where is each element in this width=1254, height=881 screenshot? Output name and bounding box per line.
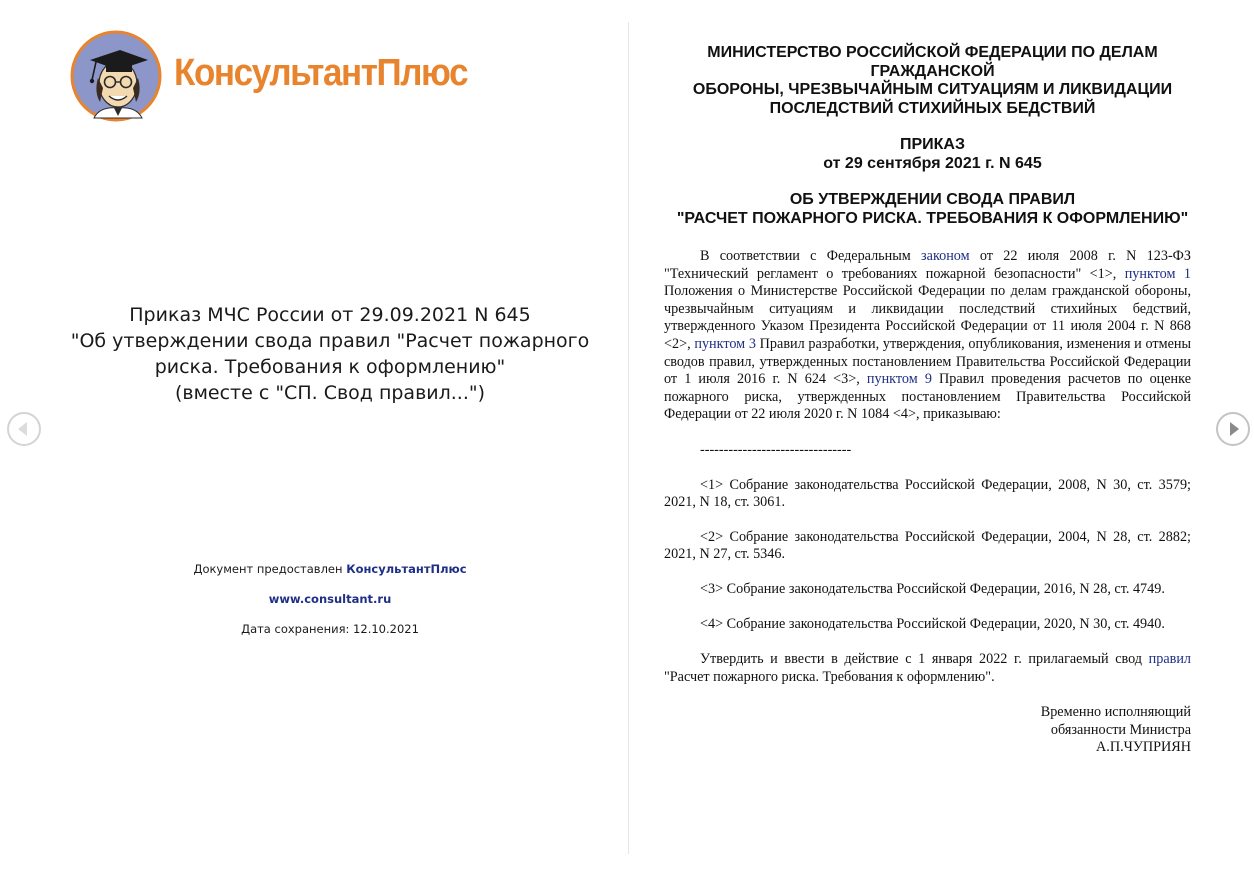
ministry-line: ОБОРОНЫ, ЧРЕЗВЫЧАЙНЫМ СИТУАЦИЯМ И ЛИКВИДАЦИИ — [692, 81, 1173, 98]
clause-9-link[interactable]: пунктом 9 — [866, 371, 932, 388]
consultant-logo — [70, 30, 493, 122]
save-date: Дата сохранения: 12.10.2021 — [241, 622, 419, 636]
signature-block — [664, 704, 1191, 757]
provided-by — [30, 562, 630, 592]
law-link[interactable]: законом — [921, 248, 970, 264]
cover-title-line: Приказ МЧС России от 29.09.2021 N 645 — [129, 304, 531, 326]
preamble-paragraph — [664, 248, 1191, 424]
preamble-text: Правил разработки, утверждения, опубликования, изменения и отмены сводов правил, утвержденных постановлением Правительства Российской Федерации от 1 июля 2016 г. N 624 <3>, — [664, 335, 1191, 388]
cover-title — [40, 302, 620, 406]
provided-by-brand-link[interactable]: КонсультантПлюс — [346, 562, 467, 576]
page-divider — [628, 22, 629, 854]
chevron-left-icon — [18, 422, 27, 436]
cover-title-line: риска. Требования к оформлению" — [154, 356, 506, 378]
footnote-3: <3> Собрание законодательства Российской Федерации, 2016, N 28, ст. 4749. — [700, 580, 1165, 597]
prev-page-button[interactable] — [7, 412, 41, 446]
approve-text: "Расчет пожарного риска. Требования к оформлению". — [664, 668, 995, 685]
ministry-line: ПОСЛЕДСТВИЙ СТИХИЙНЫХ БЕДСТВИЙ — [769, 99, 1096, 117]
order-page — [664, 44, 1191, 757]
order-header — [674, 136, 1191, 173]
approve-text: Утвердить и ввести в действие с 1 января 2022 г. прилагаемый свод — [700, 651, 1149, 668]
clause-3-link[interactable]: пунктом 3 — [694, 335, 756, 352]
preamble-text: Положения о Министерстве Российской Федерации по делам гражданской обороны, чрезвычайным ситуациям и ликвидации последствий стихийных бедствий, утвержденного Указом Президента Российской Федерации от 11 июля 2004 г. N 868 <2>, — [664, 283, 1191, 352]
subject-header — [674, 191, 1191, 228]
preamble-text: Правил проведения расчетов по оценке пожарного риска, утвержденных постановлением Правительства Российской Федерации от 22 июля 2020 г. N 1084 <4>, приказываю: — [664, 371, 1191, 423]
professor-avatar-icon — [70, 30, 162, 122]
clause-1-link[interactable]: пунктом 1 — [1124, 265, 1191, 282]
doc-date: от 29 сентября 2021 г. N 645 — [823, 154, 1042, 172]
signature-line: Временно исполняющий — [1040, 704, 1191, 721]
preamble-text: В соответствии с Федеральным — [700, 248, 922, 264]
next-page-button[interactable] — [1216, 412, 1250, 446]
approve-paragraph — [664, 651, 1191, 686]
ministry-line: МИНИСТЕРСТВО РОССИЙСКОЙ ФЕДЕРАЦИИ ПО ДЕЛАМ — [707, 44, 1158, 61]
subject-line: ОБ УТВЕРЖДЕНИИ СВОДА ПРАВИЛ — [789, 191, 1076, 208]
ministry-header — [674, 44, 1191, 118]
footnote-separator: -------------------------------- — [700, 441, 852, 458]
ministry-line: ГРАЖДАНСКОЙ — [870, 62, 995, 80]
cover-title-line: "Об утверждении свода правил "Расчет пожарного — [70, 330, 590, 352]
provided-by-prefix: Документ предоставлен — [193, 562, 347, 576]
logo-text: КонсультантПлюс — [174, 51, 468, 94]
cover-title-line: (вместе с "СП. Свод правил...") — [174, 382, 486, 404]
footnote-4: <4> Собрание законодательства Российской Федерации, 2020, N 30, ст. 4940. — [700, 615, 1165, 632]
footnote-2: <2> Собрание законодательства Российской Федерации, 2004, N 28, ст. 2882; 2021, N 27, ст. 5346. — [664, 528, 1191, 563]
footnote-1: <1> Собрание законодательства Российской Федерации, 2008, N 30, ст. 3579; 2021, N 18, ст. 3061. — [664, 476, 1191, 511]
order-body — [664, 248, 1191, 757]
chevron-right-icon — [1230, 422, 1239, 436]
website-link[interactable]: www.consultant.ru — [268, 592, 392, 606]
subject-line: "РАСЧЕТ ПОЖАРНОГО РИСКА. ТРЕБОВАНИЯ К ОФОРМЛЕНИЮ" — [676, 209, 1189, 227]
website-row — [30, 592, 630, 622]
preamble-text: от 22 июля 2008 г. N 123-ФЗ "Технический регламент о требованиях пожарной безопасности" <1>, — [664, 248, 1191, 282]
doc-type: ПРИКАЗ — [899, 136, 965, 153]
signature-line: обязанности Министра — [1050, 721, 1191, 738]
signature-line: А.П.ЧУПРИЯН — [1096, 739, 1191, 756]
cover-footer — [30, 562, 630, 652]
rules-link[interactable]: правил — [1148, 651, 1191, 668]
